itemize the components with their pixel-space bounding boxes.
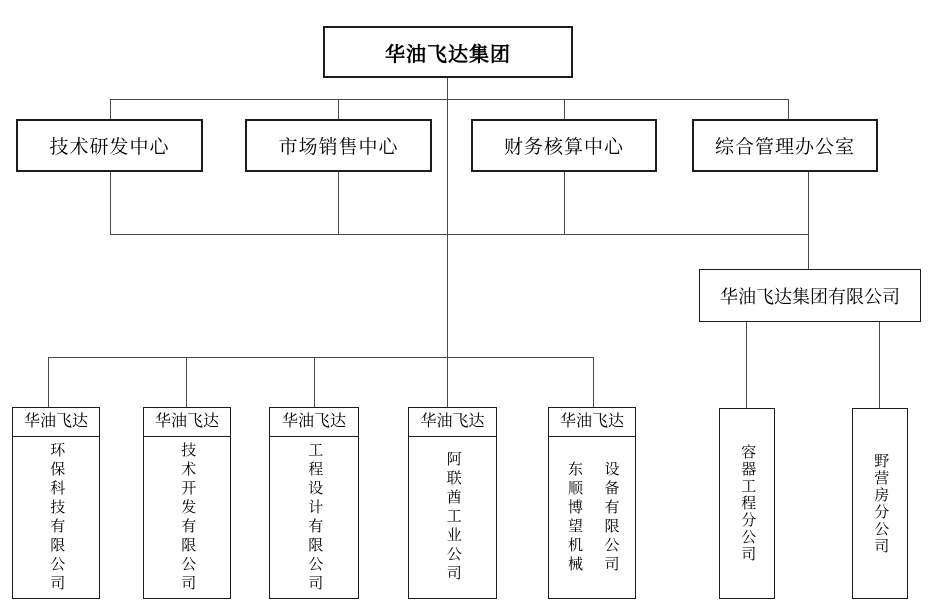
connector-drop-dept4-top (788, 99, 789, 119)
branch-label: 容器工程分公司 (739, 444, 756, 563)
connector-drop-dept2-bottom (338, 172, 339, 234)
connector-drop-sub1 (48, 357, 49, 407)
org-root-label: 华油飞达集团 (385, 43, 511, 66)
connector-drop-dept3-top (564, 99, 565, 119)
group-company-box (699, 269, 921, 322)
subsidiary-body (144, 437, 230, 598)
connector-drop-branch1 (746, 322, 747, 408)
subsidiary-name-column-2: 设备有限公司 (602, 460, 619, 575)
branch-label: 野营房分公司 (872, 452, 889, 555)
connector-drop-group-company (808, 234, 809, 269)
org-root-box (323, 26, 573, 78)
department-label: 技术研发中心 (49, 137, 170, 158)
branch-box-container-engineering (719, 408, 775, 599)
subsidiary-header: 华油飞达 (13, 408, 99, 437)
subsidiary-body (13, 437, 99, 598)
subsidiary-body (270, 437, 358, 598)
branch-box-camp-housing (852, 408, 908, 599)
department-box-marketing-sales-center (245, 119, 432, 172)
department-box-finance-accounting-center (471, 119, 657, 172)
subsidiary-body (409, 437, 496, 598)
subsidiary-header: 华油飞达 (409, 408, 496, 437)
subsidiary-box-environmental-tech (12, 407, 100, 599)
connector-drop-dept4-bottom (808, 172, 809, 234)
connector-drop-branch2 (879, 322, 880, 408)
connector-drop-dept1-bottom (110, 172, 111, 234)
connector-drop-dept1-top (110, 99, 111, 119)
subsidiary-name: 环保科技有限公司 (48, 441, 65, 594)
connector-drop-dept2-top (338, 99, 339, 119)
subsidiary-box-engineering-design (269, 407, 359, 599)
connector-level3-horizontal (48, 357, 594, 358)
subsidiary-name: 技术开发有限公司 (179, 441, 196, 594)
subsidiary-box-dongshun-bowang-machinery (548, 407, 636, 599)
subsidiary-name: 工程设计有限公司 (306, 441, 323, 594)
connector-drop-sub2 (186, 357, 187, 407)
department-label: 财务核算中心 (503, 137, 624, 158)
subsidiary-box-tech-development (143, 407, 231, 599)
connector-drop-dept3-bottom (564, 172, 565, 234)
subsidiary-name: 阿联酋工业公司 (444, 451, 461, 584)
connector-drop-sub3 (314, 357, 315, 407)
department-box-general-management-office (692, 119, 878, 172)
subsidiary-header: 华油飞达 (144, 408, 230, 437)
department-label: 综合管理办公室 (714, 137, 855, 158)
department-label: 市场销售中心 (278, 137, 399, 158)
subsidiary-name-column-1: 东顺博望机械 (566, 460, 582, 575)
subsidiary-body (549, 437, 635, 598)
connector-level1-horizontal (110, 99, 789, 100)
connector-drop-sub5 (593, 357, 594, 407)
connector-level2-horizontal (110, 234, 809, 235)
subsidiary-header: 华油飞达 (270, 408, 358, 437)
group-company-label: 华油飞达集团有限公司 (720, 286, 900, 307)
department-box-tech-rd-center (16, 119, 203, 172)
subsidiary-header: 华油飞达 (549, 408, 635, 437)
subsidiary-box-uae-industrial (408, 407, 497, 599)
